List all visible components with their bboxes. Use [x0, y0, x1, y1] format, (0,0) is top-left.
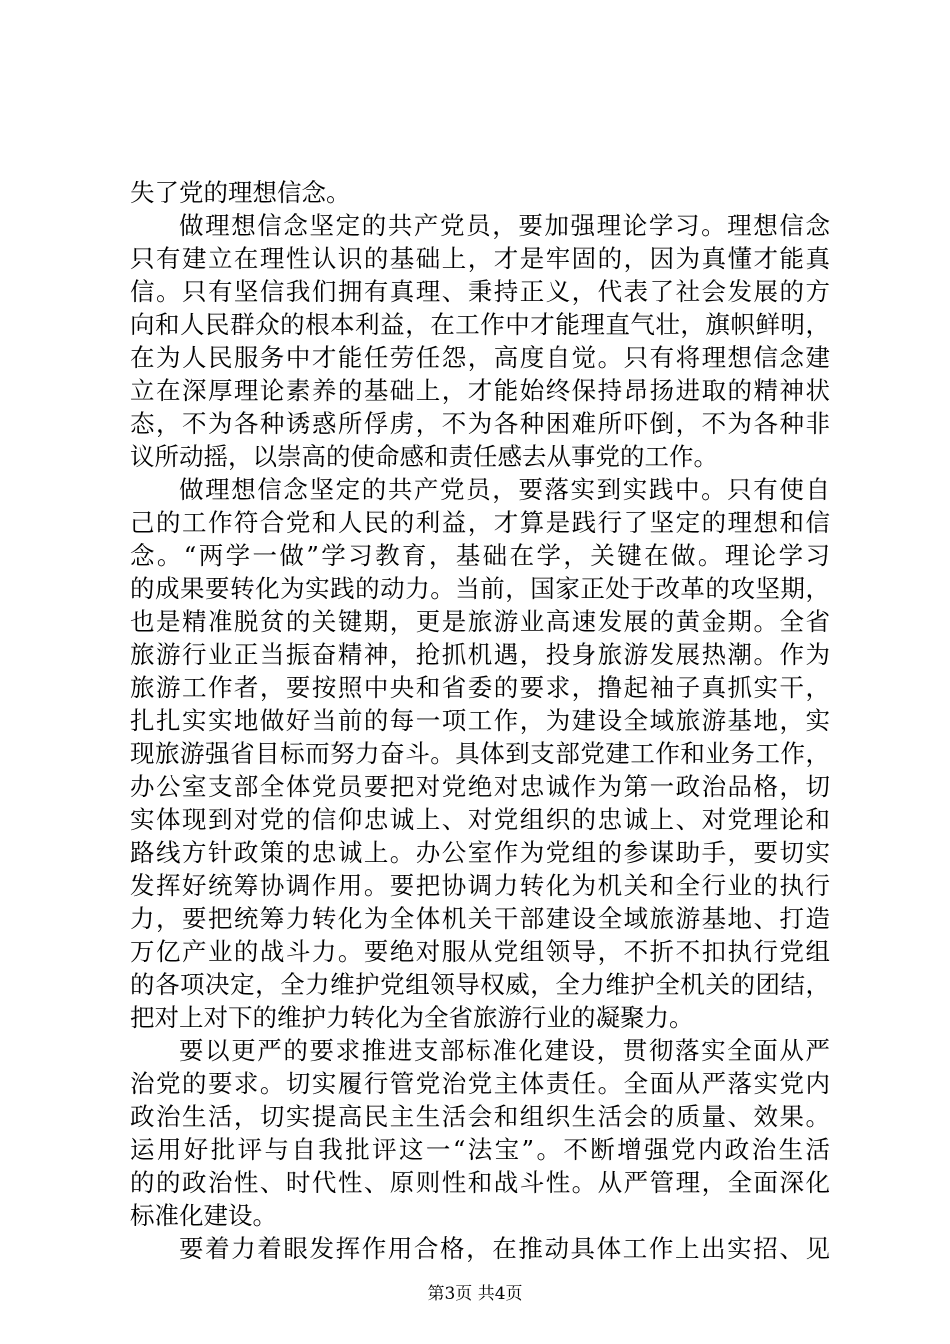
- text-line: 的各项决定，全力维护党组领导权威，全力维护全机关的团结，: [130, 970, 830, 999]
- text-line: 在为人民服务中才能任劳任怨，高度自觉。只有将理想信念建: [130, 343, 830, 372]
- text-line: 运用好批评与自我批评这一“法宝”。不断增强党内政治生活: [130, 1135, 830, 1164]
- text-line: 现旅游强省目标而努力奋斗。具体到支部党建工作和业务工作，: [130, 739, 830, 768]
- text-line: 旅游行业正当振奋精神，抢抓机遇，投身旅游发展热潮。作为: [130, 640, 830, 669]
- text-line: 旅游工作者，要按照中央和省委的要求，撸起袖子真抓实干，: [130, 673, 830, 702]
- text-line: 治党的要求。切实履行管党治党主体责任。全面从严落实党内: [130, 1069, 830, 1098]
- text-line: 政治生活，切实提高民主生活会和组织生活会的质量、效果。: [130, 1102, 830, 1131]
- text-line: 标准化建设。: [130, 1201, 277, 1230]
- text-line: 万亿产业的战斗力。要绝对服从党组领导，不折不扣执行党组: [130, 937, 830, 966]
- page-number-footer: 第3页 共4页: [427, 1284, 523, 1304]
- paragraph-first-line: 要以更严的要求推进支部标准化建设，贯彻落实全面从严: [179, 1036, 830, 1065]
- text-line: 态，不为各种诱惑所俘虏，不为各种困难所吓倒，不为各种非: [130, 409, 830, 438]
- text-line: 己的工作符合党和人民的利益，才算是践行了坚定的理想和信: [130, 508, 830, 537]
- text-line: 发挥好统筹协调作用。要把协调力转化为机关和全行业的执行: [130, 871, 830, 900]
- text-line: 向和人民群众的根本利益，在工作中才能理直气壮，旗帜鲜明，: [130, 310, 830, 339]
- text-line: 失了党的理想信念。: [130, 178, 351, 207]
- text-line: 也是精准脱贫的关键期，更是旅游业高速发展的黄金期。全省: [130, 607, 830, 636]
- text-line: 扎扎实实地做好当前的每一项工作，为建设全域旅游基地，实: [130, 706, 830, 735]
- paragraph-first-line: 要着力着眼发挥作用合格，在推动具体工作上出实招、见: [179, 1234, 830, 1263]
- text-line: 的的政治性、时代性、原则性和战斗性。从严管理，全面深化: [130, 1168, 830, 1197]
- text-line: 念。“两学一做”学习教育，基础在学，关键在做。理论学习: [130, 541, 830, 570]
- text-line: 的成果要转化为实践的动力。当前，国家正处于改革的攻坚期，: [130, 574, 830, 603]
- paragraph-first-line: 做理想信念坚定的共产党员，要加强理论学习。理想信念: [179, 211, 830, 240]
- text-line: 只有建立在理性认识的基础上，才是牢固的，因为真懂才能真: [130, 244, 830, 273]
- text-line: 办公室支部全体党员要把对党绝对忠诚作为第一政治品格，切: [130, 772, 830, 801]
- text-line: 路线方针政策的忠诚上。办公室作为党组的参谋助手，要切实: [130, 838, 830, 867]
- paragraph-first-line: 做理想信念坚定的共产党员，要落实到实践中。只有使自: [179, 475, 830, 504]
- text-line: 实体现到对党的信仰忠诚上、对党组织的忠诚上、对党理论和: [130, 805, 830, 834]
- text-line: 议所动摇，以崇高的使命感和责任感去从事党的工作。: [130, 442, 718, 471]
- text-line: 信。只有坚信我们拥有真理、秉持正义，代表了社会发展的方: [130, 277, 830, 306]
- text-line: 力，要把统筹力转化为全体机关干部建设全域旅游基地、打造: [130, 904, 830, 933]
- text-line: 把对上对下的维护力转化为全省旅游行业的凝聚力。: [130, 1003, 694, 1032]
- text-line: 立在深厚理论素养的基础上，才能始终保持昂扬进取的精神状: [130, 376, 830, 405]
